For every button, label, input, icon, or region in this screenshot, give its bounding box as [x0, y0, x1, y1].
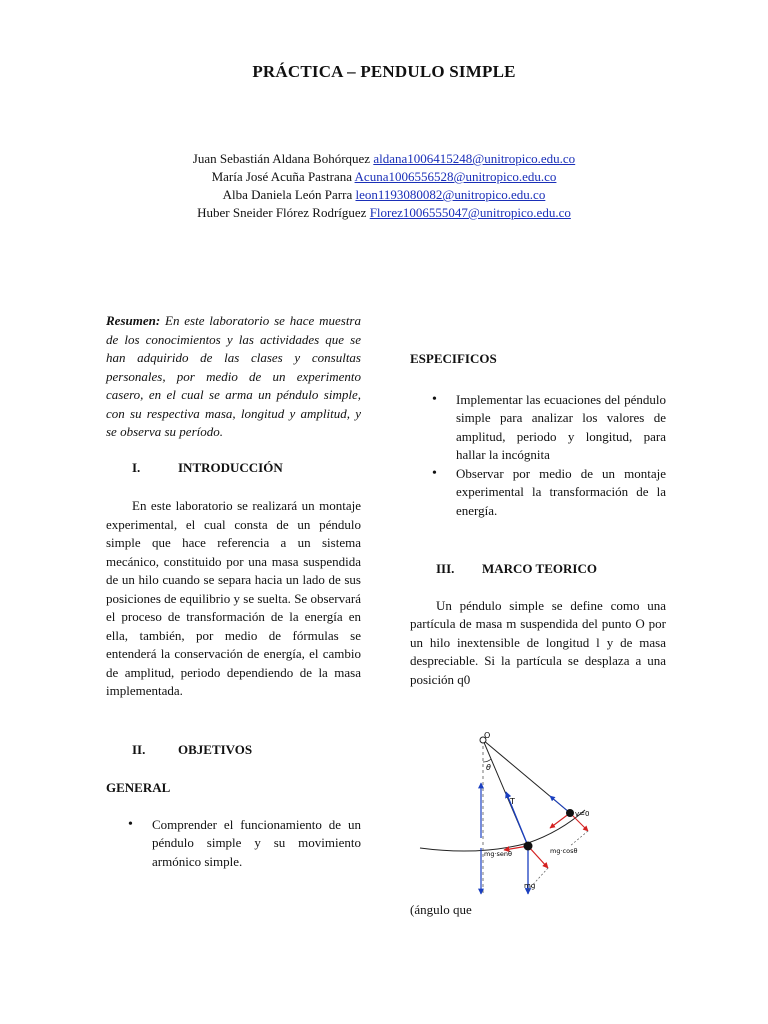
- right-column: [410, 350, 666, 689]
- marco-paragraph: Un péndulo simple se define como una partícula de masa m suspendida del punto O por un hilo inextensible de longitud l y de masa despreciable. Si la partícula se desplaza a una posición q0: [410, 597, 666, 687]
- section-title: INTRODUCCIÓN: [178, 459, 283, 475]
- section-heading-marco-teorico: [410, 560, 666, 579]
- author-email-link[interactable]: leon1193080082@unitropico.edu.co: [355, 187, 546, 202]
- abstract-text: En este laboratorio se hace muestra de los conocimientos y las actividades que se han adquirido de las clases y consultas personales, por medio de un experimento casero, en el cual se arma un péndulo simple, con su respectiva masa, longitud y amplitud, y se observa su período.: [106, 313, 361, 439]
- swing-arc: [420, 810, 585, 851]
- left-column: [106, 312, 361, 871]
- section-heading-objetivos: [106, 741, 361, 760]
- author-email-link[interactable]: Florez1006555047@unitropico.edu.co: [369, 205, 571, 220]
- component-dash: [570, 831, 588, 846]
- list-item: • Comprender el funcionamiento de un péndulo simple y su movimiento armónico simple.: [106, 816, 361, 872]
- intro-paragraph: En este laboratorio se realizará un montaje experimental, el cual consta de un péndulo simple que hace referencia a un sistema mecánico, constituido por una masa suspendida de un hilo cuando se separa hacia un lado de sus posiciones de equilibrio y se suelta. Se observará el proceso de transformación de la energía en ella, también, por medio de fórmulas se entenderá la conservación de energía, el cambio de amplitud, periodo dependiendo de la masa implementada.: [106, 498, 361, 698]
- paper-title: PRÁCTICA – PENDULO SIMPLE: [252, 62, 516, 81]
- pendulum-bob-max: [566, 809, 574, 817]
- author-name: Alba Daniela León Parra: [222, 187, 353, 202]
- weight-label: mg: [524, 882, 536, 890]
- radial-label: mg·cosθ: [550, 847, 578, 855]
- abstract: [106, 312, 361, 442]
- general-heading: GENERAL: [106, 780, 171, 795]
- especificos-list: [410, 391, 666, 521]
- author-email-link[interactable]: Acuna1006556528@unitropico.edu.co: [354, 169, 557, 184]
- list-item: • Observar por medio de un montaje experimental la transformación de la energía.: [410, 465, 666, 521]
- section-title: OBJETIVOS: [178, 741, 253, 757]
- author-list: [0, 150, 768, 222]
- tension-label: T: [510, 797, 515, 806]
- author-name: María José Acuña Pastrana: [211, 169, 352, 184]
- section-number: III.: [436, 561, 455, 576]
- general-list: [106, 816, 361, 872]
- angle-label: θ: [486, 763, 491, 772]
- author-name: Juan Sebastián Aldana Bohórquez: [192, 151, 371, 166]
- origin-label: O: [484, 731, 491, 740]
- list-item: • Implementar las ecuaciones del péndulo simple para analizar los valores de amplitud, periodo y longitud, para hallar la incógnita: [410, 391, 666, 465]
- angle-arc: [483, 759, 491, 762]
- author-line: [0, 204, 768, 222]
- author-name: Huber Sneider Flórez Rodríguez: [197, 205, 367, 220]
- pendulum-bob: [524, 842, 533, 851]
- tangential-label: mg·senθ: [484, 850, 513, 858]
- author-line: [0, 150, 768, 168]
- abstract-label: Resumen:: [106, 313, 161, 328]
- velocity-label: v=0: [575, 810, 590, 818]
- figure-caption: (ángulo que: [410, 902, 472, 917]
- section-number: II.: [132, 741, 146, 757]
- pendulum-diagram: [410, 728, 610, 898]
- author-line: [0, 168, 768, 186]
- author-line: [0, 186, 768, 204]
- author-email-link[interactable]: aldana1006415248@unitropico.edu.co: [373, 151, 576, 166]
- section-heading-introduccion: [106, 459, 361, 478]
- section-number: I.: [132, 459, 141, 475]
- especificos-heading: ESPECIFICOS: [410, 351, 497, 366]
- section-title: MARCO TEORICO: [482, 561, 597, 576]
